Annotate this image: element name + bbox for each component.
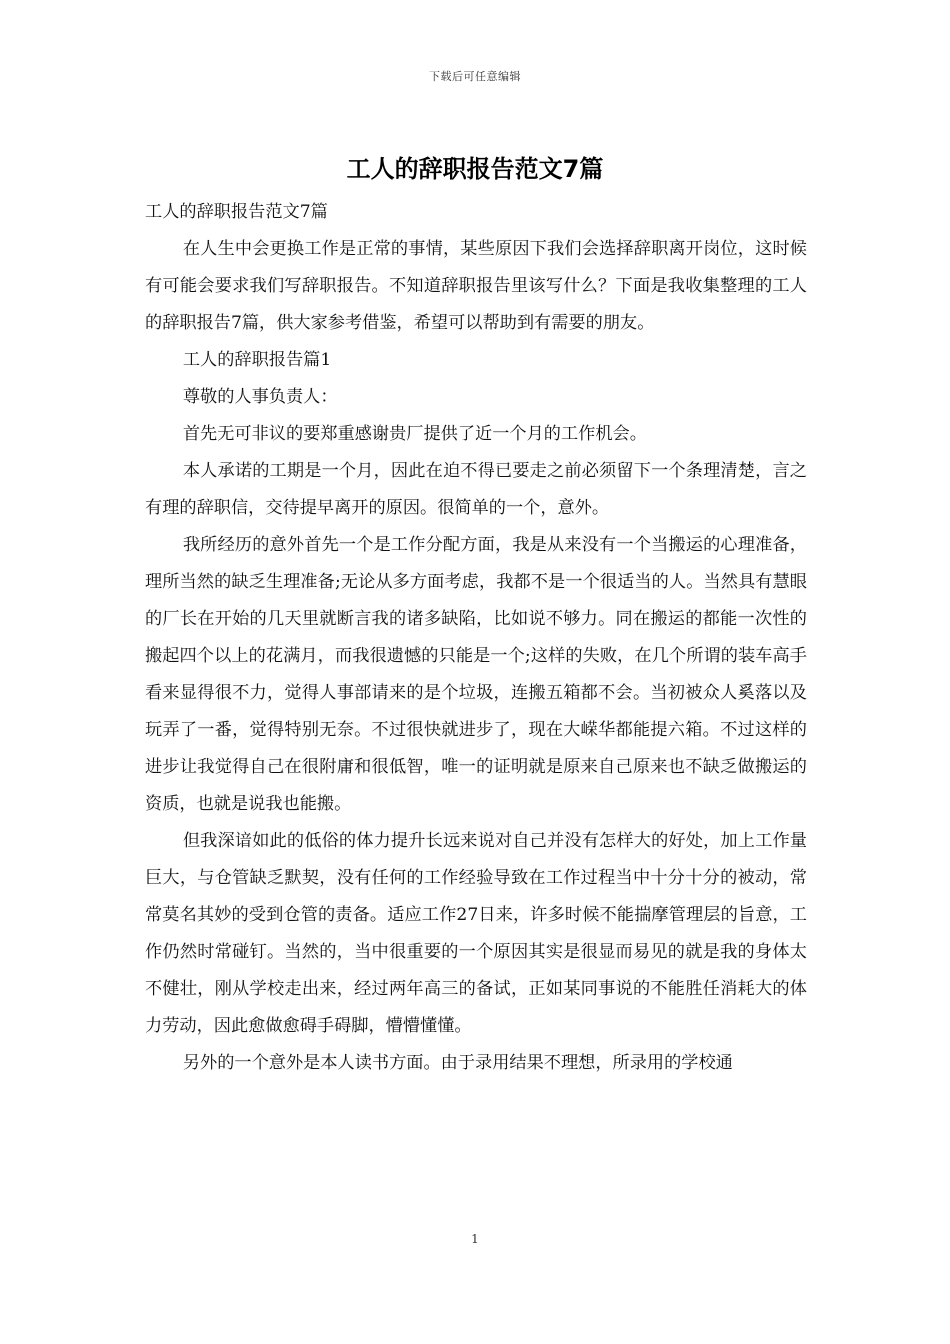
document-body bbox=[145, 194, 807, 1082]
paragraph: 本人承诺的工期是一个月，因此在迫不得已要走之前必须留下一个条理清楚，言之有理的辞职信，交待提早离开的原因。很简单的一个，意外。 bbox=[145, 461, 807, 518]
paragraph: 我所经历的意外首先一个是工作分配方面，我是从来没有一个当搬运的心理准备，理所当然的缺乏生理准备;无论从多方面考虑，我都不是一个很适当的人。当然具有慧眼的厂长在开始的几天里就断言我的诸多缺陷，比如说不够力。同在搬运的都能一次性的搬起四个以上的花满月，而我很遗憾的只能是一个;这样的失败，在几个所谓的装车高手看来显得很不力，觉得人事部请来的是个垃圾，连搬五箱都不会。当初被众人奚落以及玩弄了一番，觉得特别无奈。不过很快就进步了，现在大嵘华都能提六箱。不过这样的进步让我觉得自己在很附庸和很低智，唯一的证明就是原来自己原来也不缺乏做搬运的资质，也就是说我也能搬。 bbox=[145, 535, 807, 814]
paragraph: 首先无可非议的要郑重感谢贵厂提供了近一个月的工作机会。 bbox=[182, 424, 647, 444]
page-header: 下载后可任意编辑 bbox=[429, 70, 521, 83]
page-number: 1 bbox=[471, 1232, 479, 1246]
paragraph: 工人的辞职报告范文7篇 bbox=[145, 202, 328, 222]
paragraph: 另外的一个意外是本人读书方面。由于录用结果不理想，所录用的学校通 bbox=[182, 1053, 733, 1073]
paragraph: 但我深谙如此的低俗的体力提升长远来说对自己并没有怎样大的好处，加上工作量巨大，与仓管缺乏默契，没有任何的工作经验导致在工作过程当中十分十分的被动，常常莫名其妙的受到仓管的责备。适应工作27日来，许多时候不能揣摩管理层的旨意，工作仍然时常碰钉。当然的，当中很重要的一个原因其实是很显而易见的就是我的身体太不健壮，刚从学校走出来，经过两年高三的备试，正如某同事说的不能胜任消耗大的体力劳动，因此愈做愈碍手碍脚，懵懵懂懂。 bbox=[145, 831, 807, 1036]
document-title: 工人的辞职报告范文7篇 bbox=[346, 155, 604, 183]
paragraph: 在人生中会更换工作是正常的事情，某些原因下我们会选择辞职离开岗位，这时候有可能会要求我们写辞职报告。不知道辞职报告里该写什么？下面是我收集整理的工人的辞职报告7篇，供大家参考借鉴，希望可以帮助到有需要的朋友。 bbox=[145, 239, 807, 333]
paragraph: 尊敬的人事负责人： bbox=[182, 387, 338, 407]
paragraph: 工人的辞职报告篇1 bbox=[182, 350, 332, 370]
